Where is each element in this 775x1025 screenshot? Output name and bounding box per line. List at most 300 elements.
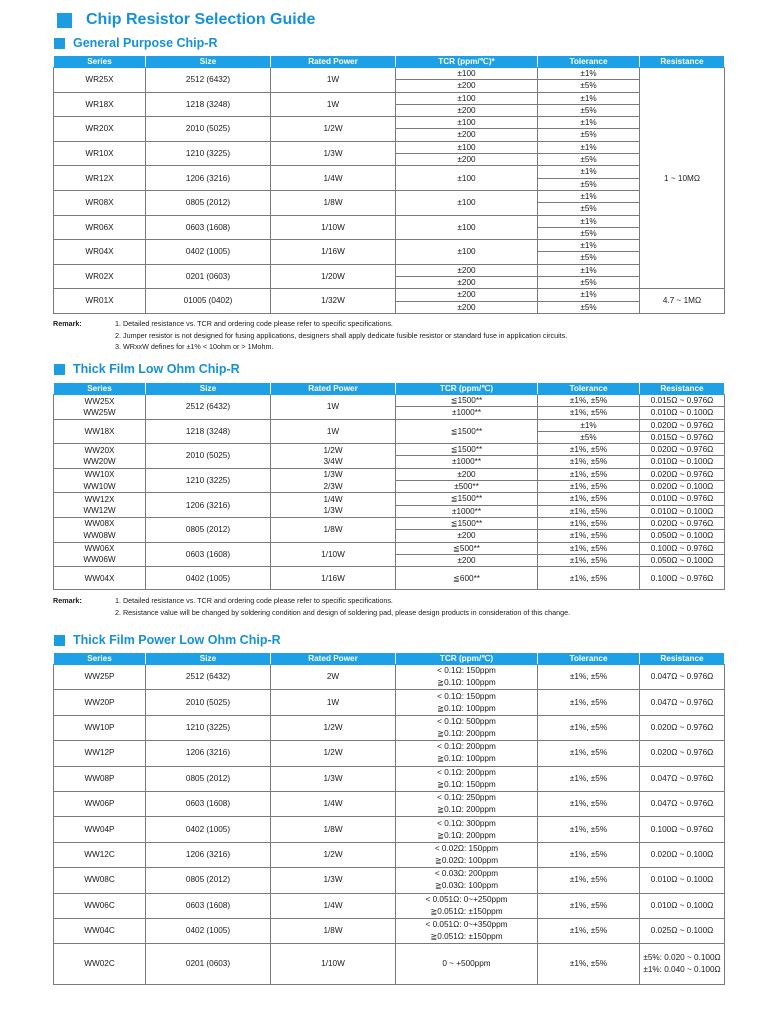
tcr-cell: [396, 944, 538, 985]
remark-item: 1. Detailed resistance vs. TCR and ordering code please refer to specific specifications.: [115, 319, 393, 328]
tcr-cell: ±100: [396, 68, 538, 80]
power-cell: 1/32W: [271, 289, 396, 314]
series-line: WW04X: [84, 573, 115, 583]
tcr-cell: [396, 715, 538, 740]
resistance-cell: 0.050Ω ~ 0.100Ω: [640, 530, 725, 542]
resistance-cell: 0.020Ω ~ 0.976Ω: [640, 419, 725, 431]
size-cell: 01005 (0402): [146, 289, 271, 314]
table-row: [54, 918, 725, 943]
series-cell: WR02X: [54, 264, 146, 289]
tcr-cell: [396, 690, 538, 715]
power-line: 1/3W: [323, 470, 343, 480]
section-square-icon: [54, 364, 65, 375]
tolerance-cell: ±1%, ±5%: [538, 715, 640, 740]
column-header: Rated Power: [271, 383, 396, 395]
tcr-line: < 0.1Ω: 300ppm: [437, 818, 496, 828]
resistance-cell: [640, 665, 725, 690]
power-cell: 1/8W: [271, 817, 396, 842]
table-row: [54, 68, 725, 80]
power-cell: 1/3W: [271, 766, 396, 791]
series-line: WW08X: [84, 519, 115, 529]
power-line: 2/3W: [323, 481, 343, 491]
tolerance-cell: ±5%: [538, 227, 640, 239]
tcr-cell: ±500**: [396, 481, 538, 493]
series-cell: [54, 567, 146, 590]
size-cell: 0402 (1005): [146, 240, 271, 265]
series-cell: WR06X: [54, 215, 146, 240]
remark-label: Remark:: [53, 596, 82, 605]
size-cell: 1206 (3216): [146, 493, 271, 518]
tolerance-cell: ±1%, ±5%: [538, 665, 640, 690]
resistance-cell: 0.020Ω ~ 0.976Ω: [640, 444, 725, 456]
resistance-cell: 1 ~ 10MΩ: [640, 68, 725, 289]
resistance-cell: 0.010Ω ~ 0.100Ω: [640, 456, 725, 468]
tolerance-cell: ±1%, ±5%: [538, 842, 640, 867]
resistance-line: 0.020Ω ~ 0.100Ω: [650, 849, 714, 859]
tcr-line: < 0.051Ω: 0~+250ppm: [425, 894, 508, 904]
series-line: WW10X: [84, 470, 115, 480]
table-row: [54, 92, 725, 104]
tcr-cell: ±100: [396, 117, 538, 129]
tcr-cell: ±200: [396, 154, 538, 166]
series-cell: WW06C: [54, 893, 146, 918]
tolerance-cell: ±1%, ±5%: [538, 741, 640, 766]
table-row: [54, 893, 725, 918]
tcr-cell: ±200: [396, 554, 538, 566]
power-cell: [271, 395, 396, 420]
resistance-line: 0.047Ω ~ 0.976Ω: [650, 697, 714, 707]
series-line: WW18X: [84, 426, 115, 436]
series-line: WW06X: [84, 544, 115, 554]
table-row: [54, 517, 725, 529]
resistance-cell: [640, 842, 725, 867]
tcr-cell: ±200: [396, 289, 538, 301]
power-line: 1W: [326, 426, 340, 436]
power-cell: [271, 444, 396, 469]
size-cell: 0805 (2012): [146, 766, 271, 791]
column-header: Series: [54, 383, 146, 395]
power-cell: 1W: [271, 92, 396, 117]
tolerance-cell: ±1%: [538, 289, 640, 301]
size-cell: 0805 (2012): [146, 868, 271, 893]
size-cell: 0603 (1608): [146, 542, 271, 567]
tcr-cell: ±100: [396, 166, 538, 191]
power-cell: 2W: [271, 665, 396, 690]
series-cell: WW12C: [54, 842, 146, 867]
table-row: [54, 944, 725, 985]
column-header: Series: [54, 56, 146, 68]
column-header: Rated Power: [271, 653, 396, 665]
table-row: [54, 264, 725, 276]
size-cell: 1206 (3216): [146, 166, 271, 191]
tolerance-cell: ±1%, ±5%: [538, 517, 640, 529]
power-cell: [271, 493, 396, 518]
tcr-line: ≧0.1Ω: 100ppm: [437, 703, 496, 713]
power-cell: 1/20W: [271, 264, 396, 289]
resistance-cell: [640, 791, 725, 816]
tolerance-cell: ±1%, ±5%: [538, 493, 640, 505]
column-header: Size: [146, 653, 271, 665]
title-square-icon: [57, 13, 72, 28]
series-cell: [54, 444, 146, 469]
tcr-line: < 0.1Ω: 150ppm: [437, 666, 496, 676]
table-row: [54, 567, 725, 590]
power-cell: 1/2W: [271, 741, 396, 766]
series-cell: WR12X: [54, 166, 146, 191]
size-cell: 0402 (1005): [146, 567, 271, 590]
power-line: 1/4W: [323, 494, 343, 504]
power-line: 1/10W: [321, 549, 345, 559]
power-line: 1/8W: [323, 525, 343, 535]
tolerance-cell: ±1%, ±5%: [538, 944, 640, 985]
table-row: [54, 289, 725, 301]
table-row: [54, 842, 725, 867]
tcr-line: < 0.051Ω: 0~+350ppm: [425, 920, 508, 930]
page-title: [57, 9, 315, 31]
power-cell: 1/2W: [271, 842, 396, 867]
series-cell: WW10P: [54, 715, 146, 740]
tolerance-cell: ±1%: [538, 92, 640, 104]
power-cell: [271, 419, 396, 444]
resistance-cell: 0.010Ω ~ 0.100Ω: [640, 407, 725, 419]
column-header: Tolerance: [538, 56, 640, 68]
tcr-cell: ±200: [396, 264, 538, 276]
remark-item: 2. Resistance value will be changed by soldering condition and design of soldering pad, please design products in consideration of this change.: [115, 607, 571, 617]
power-cell: [271, 468, 396, 493]
tcr-cell: [396, 741, 538, 766]
power-cell: 1/16W: [271, 240, 396, 265]
section-title-low-ohm: [54, 361, 240, 377]
tolerance-cell: ±1%: [538, 190, 640, 202]
tcr-cell: ±1000**: [396, 407, 538, 419]
series-line: WW25X: [84, 396, 115, 406]
resistance-cell: 0.020Ω ~ 0.976Ω: [640, 517, 725, 529]
resistance-cell: [640, 918, 725, 943]
table-row: [54, 741, 725, 766]
size-cell: 2010 (5025): [146, 444, 271, 469]
tcr-cell: ±200: [396, 277, 538, 289]
tolerance-cell: ±1%, ±5%: [538, 690, 640, 715]
remark-label: Remark:: [53, 319, 82, 328]
table-row: [54, 395, 725, 407]
tolerance-cell: ±5%: [538, 104, 640, 116]
tcr-line: ≧0.1Ω: 200ppm: [437, 830, 496, 840]
tolerance-cell: ±1%, ±5%: [538, 407, 640, 419]
tcr-line: ≧0.1Ω: 100ppm: [437, 754, 496, 764]
resistance-line: 0.025Ω ~ 0.100Ω: [650, 926, 714, 936]
tolerance-cell: ±1%, ±5%: [538, 893, 640, 918]
resistance-cell: [640, 741, 725, 766]
table-row: [54, 665, 725, 690]
resistance-line: 0.010Ω ~ 0.100Ω: [650, 900, 714, 910]
tolerance-cell: ±1%: [538, 215, 640, 227]
table-row: [54, 190, 725, 202]
column-header: Resistance: [640, 56, 725, 68]
tcr-cell: [396, 842, 538, 867]
resistance-line: 0.100Ω ~ 0.976Ω: [650, 824, 714, 834]
table-row: [54, 791, 725, 816]
table-row: [54, 117, 725, 129]
tolerance-cell: ±1%, ±5%: [538, 868, 640, 893]
table-row: [54, 141, 725, 153]
tcr-cell: ±200: [396, 301, 538, 313]
series-cell: [54, 493, 146, 518]
resistance-cell: 0.100Ω ~ 0.976Ω: [640, 542, 725, 554]
tolerance-cell: ±1%, ±5%: [538, 554, 640, 566]
size-cell: 1210 (3225): [146, 715, 271, 740]
tcr-cell: [396, 868, 538, 893]
column-header: Size: [146, 383, 271, 395]
table-row: [54, 419, 725, 431]
resistance-cell: 0.015Ω ~ 0.976Ω: [640, 395, 725, 407]
power-cell: 1/4W: [271, 166, 396, 191]
series-line: WW12W: [83, 506, 116, 516]
tcr-line: ≧0.02Ω: 100ppm: [434, 855, 499, 865]
series-cell: WW20P: [54, 690, 146, 715]
remark-item: 3. WRxxW defines for ±1% < 10ohm or > 1Mohm.: [115, 342, 274, 351]
size-cell: 2512 (6432): [146, 68, 271, 93]
section-square-icon: [54, 38, 65, 49]
series-cell: [54, 395, 146, 420]
series-cell: WR08X: [54, 190, 146, 215]
column-header: Rated Power: [271, 56, 396, 68]
tolerance-cell: ±1%: [538, 166, 640, 178]
tcr-cell: [396, 665, 538, 690]
tolerance-cell: ±5%: [538, 203, 640, 215]
series-cell: [54, 517, 146, 542]
table-row: [54, 166, 725, 178]
tolerance-cell: ±5%: [538, 129, 640, 141]
tolerance-cell: ±1%, ±5%: [538, 542, 640, 554]
table-row: [54, 715, 725, 740]
series-cell: WW25P: [54, 665, 146, 690]
column-header: TCR (ppm/℃): [396, 653, 538, 665]
power-line: 1/3W: [323, 506, 343, 516]
series-line: WW08W: [83, 530, 116, 540]
series-line: WW06W: [83, 555, 116, 565]
tcr-cell: ≦1500**: [396, 444, 538, 456]
remark-item: 1. Detailed resistance vs. TCR and ordering code please refer to specific specifications.: [115, 596, 393, 605]
column-header: Tolerance: [538, 383, 640, 395]
resistance-cell: [640, 868, 725, 893]
series-cell: WW08P: [54, 766, 146, 791]
tcr-line: < 0.03Ω: 200ppm: [434, 869, 499, 879]
general-purpose-table: [53, 55, 725, 314]
series-cell: WR25X: [54, 68, 146, 93]
resistance-cell: 0.020Ω ~ 0.100Ω: [640, 481, 725, 493]
tcr-line: < 0.02Ω: 150ppm: [434, 843, 499, 853]
column-header: Series: [54, 653, 146, 665]
tolerance-cell: ±5%: [538, 431, 640, 443]
tolerance-cell: ±1%, ±5%: [538, 791, 640, 816]
power-cell: 1/4W: [271, 893, 396, 918]
resistance-line: ±1%: 0.040 ~ 0.100Ω: [643, 965, 721, 975]
resistance-line: ±5%: 0.020 ~ 0.100Ω: [643, 953, 721, 963]
series-cell: WR18X: [54, 92, 146, 117]
power-line: 3/4W: [323, 456, 343, 466]
series-cell: WR04X: [54, 240, 146, 265]
tcr-line: ≧0.1Ω: 100ppm: [437, 678, 496, 688]
tcr-cell: ±100: [396, 190, 538, 215]
size-cell: 1210 (3225): [146, 468, 271, 493]
table-row: [54, 817, 725, 842]
tcr-cell: [396, 791, 538, 816]
table-row: [54, 690, 725, 715]
tcr-cell: ±200: [396, 530, 538, 542]
size-cell: 1218 (3248): [146, 419, 271, 444]
power-low-ohm-table: [53, 652, 725, 985]
size-cell: 0201 (0603): [146, 264, 271, 289]
tcr-cell: ±200: [396, 129, 538, 141]
tolerance-cell: ±5%: [538, 154, 640, 166]
tolerance-cell: ±5%: [538, 301, 640, 313]
series-line: WW20X: [84, 445, 115, 455]
table-header-row: [54, 653, 725, 665]
tcr-line: < 0.1Ω: 250ppm: [437, 793, 496, 803]
power-cell: 1/10W: [271, 215, 396, 240]
series-cell: WW04P: [54, 817, 146, 842]
resistance-line: 0.047Ω ~ 0.976Ω: [650, 672, 714, 682]
tolerance-cell: ±5%: [538, 178, 640, 190]
resistance-line: 0.047Ω ~ 0.976Ω: [650, 799, 714, 809]
size-cell: 1218 (3248): [146, 92, 271, 117]
series-line: WW20W: [83, 456, 116, 466]
tcr-line: ≧0.1Ω: 200ppm: [437, 805, 496, 815]
tcr-line: ≧0.051Ω: ±150ppm: [430, 906, 503, 916]
power-cell: 1/10W: [271, 944, 396, 985]
power-cell: [271, 542, 396, 567]
tcr-cell: ±200: [396, 104, 538, 116]
tcr-line: ≧0.1Ω: 200ppm: [437, 728, 496, 738]
page-title-text: Chip Resistor Selection Guide: [86, 11, 316, 28]
tolerance-cell: ±1%, ±5%: [538, 481, 640, 493]
series-line: WW10W: [83, 481, 116, 491]
table-header-row: [54, 383, 725, 395]
power-cell: [271, 567, 396, 590]
tolerance-cell: ±1%, ±5%: [538, 918, 640, 943]
resistance-cell: 4.7 ~ 1MΩ: [640, 289, 725, 314]
series-cell: WR20X: [54, 117, 146, 142]
tolerance-cell: ±1%, ±5%: [538, 444, 640, 456]
tolerance-cell: ±1%: [538, 240, 640, 252]
size-cell: 2512 (6432): [146, 665, 271, 690]
resistance-cell: 0.100Ω ~ 0.976Ω: [640, 567, 725, 590]
size-cell: 1206 (3216): [146, 741, 271, 766]
section-title-text: Thick Film Low Ohm Chip-R: [73, 362, 240, 376]
table-row: [54, 468, 725, 480]
power-cell: 1/8W: [271, 918, 396, 943]
size-cell: 0805 (2012): [146, 517, 271, 542]
series-cell: WW06P: [54, 791, 146, 816]
resistance-line: 0.020Ω ~ 0.976Ω: [650, 722, 714, 732]
size-cell: 0603 (1608): [146, 893, 271, 918]
table-row: [54, 215, 725, 227]
tolerance-cell: ±1%, ±5%: [538, 456, 640, 468]
size-cell: 0402 (1005): [146, 817, 271, 842]
tcr-line: 0 ~ +500ppm: [442, 959, 491, 969]
tolerance-cell: ±1%: [538, 68, 640, 80]
remark-item: 2. Jumper resistor is not designed for fusing applications, designers shall apply dedicate fusible resistor or standard fuse in application circuits.: [115, 330, 568, 340]
size-cell: 1210 (3225): [146, 141, 271, 166]
resistance-cell: 0.010Ω ~ 0.100Ω: [640, 505, 725, 517]
resistance-cell: [640, 715, 725, 740]
resistance-line: 0.020Ω ~ 0.976Ω: [650, 748, 714, 758]
resistance-cell: [640, 817, 725, 842]
tolerance-cell: ±1%: [538, 117, 640, 129]
resistance-cell: [640, 893, 725, 918]
section-title-general: [54, 35, 217, 51]
section-square-icon: [54, 635, 65, 646]
size-cell: 2010 (5025): [146, 690, 271, 715]
power-cell: 1W: [271, 68, 396, 93]
section-title-power-low-ohm: [54, 632, 281, 648]
section-title-text: General Purpose Chip-R: [73, 36, 218, 50]
tcr-line: < 0.1Ω: 200ppm: [437, 742, 496, 752]
tolerance-cell: ±1%, ±5%: [538, 468, 640, 480]
power-line: 1/16W: [321, 573, 345, 583]
resistance-cell: 0.050Ω ~ 0.100Ω: [640, 554, 725, 566]
resistance-cell: 0.010Ω ~ 0.976Ω: [640, 493, 725, 505]
tolerance-cell: ±1%: [538, 419, 640, 431]
table-row: [54, 766, 725, 791]
resistance-line: 0.010Ω ~ 0.100Ω: [650, 875, 714, 885]
tcr-cell: ≦1500**: [396, 493, 538, 505]
series-cell: [54, 542, 146, 567]
resistance-line: 0.047Ω ~ 0.976Ω: [650, 773, 714, 783]
tcr-line: ≧0.03Ω: 100ppm: [434, 881, 499, 891]
series-cell: WW04C: [54, 918, 146, 943]
tolerance-cell: ±1%, ±5%: [538, 505, 640, 517]
column-header: Resistance: [640, 383, 725, 395]
tcr-cell: ±100: [396, 141, 538, 153]
tcr-cell: [396, 766, 538, 791]
tcr-cell: ±100: [396, 215, 538, 240]
tcr-cell: ±200: [396, 468, 538, 480]
column-header: TCR (ppm/℃)*: [396, 56, 538, 68]
tcr-cell: ≦600**: [396, 567, 538, 590]
size-cell: 2010 (5025): [146, 117, 271, 142]
table-row: [54, 444, 725, 456]
power-cell: 1/8W: [271, 190, 396, 215]
tcr-line: ≧0.051Ω: ±150ppm: [430, 932, 503, 942]
column-header: Tolerance: [538, 653, 640, 665]
power-cell: 1W: [271, 690, 396, 715]
series-cell: WW02C: [54, 944, 146, 985]
tolerance-cell: ±1%, ±5%: [538, 817, 640, 842]
size-cell: 0402 (1005): [146, 918, 271, 943]
resistance-cell: 0.015Ω ~ 0.976Ω: [640, 431, 725, 443]
tcr-cell: ≦1500**: [396, 395, 538, 407]
table-row: [54, 542, 725, 554]
power-cell: 1/4W: [271, 791, 396, 816]
tolerance-cell: ±5%: [538, 80, 640, 92]
tcr-cell: ±100: [396, 92, 538, 104]
power-line: 1/2W: [323, 445, 343, 455]
size-cell: 0805 (2012): [146, 190, 271, 215]
size-cell: 0201 (0603): [146, 944, 271, 985]
tcr-line: < 0.1Ω: 150ppm: [437, 691, 496, 701]
series-cell: WW08C: [54, 868, 146, 893]
tcr-line: < 0.1Ω: 500ppm: [437, 716, 496, 726]
tolerance-cell: ±1%: [538, 264, 640, 276]
tcr-cell: [396, 918, 538, 943]
tcr-cell: [396, 893, 538, 918]
tolerance-cell: ±1%: [538, 141, 640, 153]
tolerance-cell: ±1%, ±5%: [538, 530, 640, 542]
tolerance-cell: ±1%, ±5%: [538, 395, 640, 407]
power-line: 1W: [326, 402, 340, 412]
table-row: [54, 493, 725, 505]
